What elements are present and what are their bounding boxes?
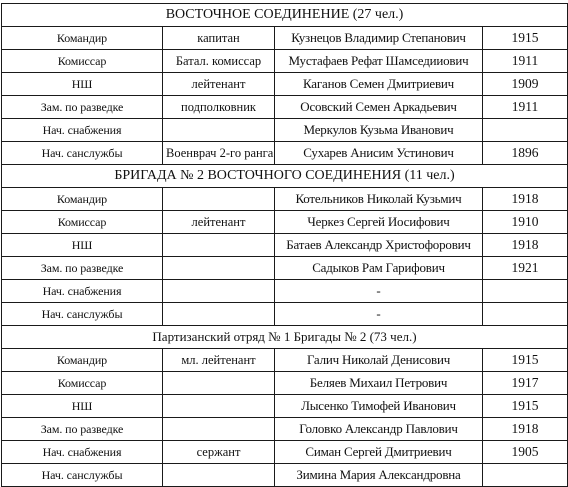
rank-cell (163, 119, 275, 142)
birth-year-cell: 1921 (483, 257, 568, 280)
role-cell: Нач. снабжения (2, 280, 163, 303)
birth-year-cell: 1918 (483, 234, 568, 257)
table-row (2, 464, 568, 487)
role-cell: Командир (2, 188, 163, 211)
table-row (2, 372, 568, 395)
role-cell: Нач. санслужбы (2, 464, 163, 487)
birth-year-cell (483, 280, 568, 303)
rank-cell (163, 372, 275, 395)
birth-year-cell: 1915 (483, 349, 568, 372)
name-cell: Симан Сергей Дмитриевич (275, 441, 483, 464)
birth-year-cell: 1915 (483, 27, 568, 50)
role-cell: Нач. снабжения (2, 441, 163, 464)
rank-cell: мл. лейтенант (163, 349, 275, 372)
rank-cell: лейтенант (163, 211, 275, 234)
rank-cell (163, 234, 275, 257)
rank-cell: Военврач 2-го ранга (163, 142, 275, 165)
rank-cell (163, 188, 275, 211)
table-row (2, 211, 568, 234)
birth-year-cell: 1915 (483, 395, 568, 418)
birth-year-cell: 1911 (483, 96, 568, 119)
name-cell: Мустафаев Рефат Шамседииович (275, 50, 483, 73)
role-cell: Командир (2, 349, 163, 372)
table-row (2, 96, 568, 119)
name-cell: Меркулов Кузьма Иванович (275, 119, 483, 142)
name-cell: Беляев Михаил Петрович (275, 372, 483, 395)
role-cell: Нач. снабжения (2, 119, 163, 142)
rank-cell: лейтенант (163, 73, 275, 96)
personnel-table-body (2, 4, 568, 487)
table-row (2, 280, 568, 303)
table-row (2, 395, 568, 418)
birth-year-cell: 1905 (483, 441, 568, 464)
name-cell: Галич Николай Денисович (275, 349, 483, 372)
rank-cell: капитан (163, 27, 275, 50)
role-cell: НШ (2, 73, 163, 96)
rank-cell (163, 257, 275, 280)
birth-year-cell: 1918 (483, 188, 568, 211)
table-row (2, 303, 568, 326)
role-cell: НШ (2, 395, 163, 418)
birth-year-cell (483, 303, 568, 326)
name-cell: Садыков Рам Гарифович (275, 257, 483, 280)
table-row (2, 257, 568, 280)
birth-year-cell: 1910 (483, 211, 568, 234)
rank-cell: Батал. комиссар (163, 50, 275, 73)
section-header-row (2, 4, 568, 27)
table-row (2, 142, 568, 165)
personnel-table (1, 3, 568, 487)
table-row (2, 50, 568, 73)
birth-year-cell: 1917 (483, 372, 568, 395)
role-cell: Зам. по разведке (2, 96, 163, 119)
section-title: БРИГАДА № 2 ВОСТОЧНОГО СОЕДИНЕНИЯ (11 чел.) (2, 165, 568, 188)
rank-cell (163, 280, 275, 303)
rank-cell: сержант (163, 441, 275, 464)
name-cell: Котельников Николай Кузьмич (275, 188, 483, 211)
name-cell: Сухарев Анисим Устинович (275, 142, 483, 165)
role-cell: Командир (2, 27, 163, 50)
name-cell: Осовский Семен Аркадьевич (275, 96, 483, 119)
name-cell: Зимина Мария Александровна (275, 464, 483, 487)
section-title: ВОСТОЧНОЕ СОЕДИНЕНИЕ (27 чел.) (2, 4, 568, 27)
name-cell: Лысенко Тимофей Иванович (275, 395, 483, 418)
section-header-row (2, 326, 568, 349)
name-cell: Каганов Семен Дмитриевич (275, 73, 483, 96)
birth-year-cell: 1918 (483, 418, 568, 441)
table-row (2, 27, 568, 50)
role-cell: Зам. по разведке (2, 257, 163, 280)
section-title: Партизанский отряд № 1 Бригады № 2 (73 чел.) (2, 326, 568, 349)
name-cell: Кузнецов Владимир Степанович (275, 27, 483, 50)
rank-cell (163, 418, 275, 441)
birth-year-cell: 1909 (483, 73, 568, 96)
section-header-row (2, 165, 568, 188)
birth-year-cell: 1896 (483, 142, 568, 165)
role-cell: Комиссар (2, 211, 163, 234)
name-cell: - (275, 303, 483, 326)
table-row (2, 441, 568, 464)
table-row (2, 234, 568, 257)
role-cell: Нач. санслужбы (2, 142, 163, 165)
role-cell: Комиссар (2, 372, 163, 395)
role-cell: Комиссар (2, 50, 163, 73)
table-row (2, 119, 568, 142)
rank-cell (163, 464, 275, 487)
name-cell: Батаев Александр Христофорович (275, 234, 483, 257)
table-row (2, 418, 568, 441)
name-cell: - (275, 280, 483, 303)
birth-year-cell: 1911 (483, 50, 568, 73)
name-cell: Черкез Сергей Иосифович (275, 211, 483, 234)
birth-year-cell (483, 464, 568, 487)
name-cell: Головко Александр Павлович (275, 418, 483, 441)
table-row (2, 188, 568, 211)
rank-cell: подполковник (163, 96, 275, 119)
table-row (2, 73, 568, 96)
rank-cell (163, 303, 275, 326)
role-cell: Нач. санслужбы (2, 303, 163, 326)
table-row (2, 349, 568, 372)
role-cell: НШ (2, 234, 163, 257)
role-cell: Зам. по разведке (2, 418, 163, 441)
rank-cell (163, 395, 275, 418)
birth-year-cell (483, 119, 568, 142)
